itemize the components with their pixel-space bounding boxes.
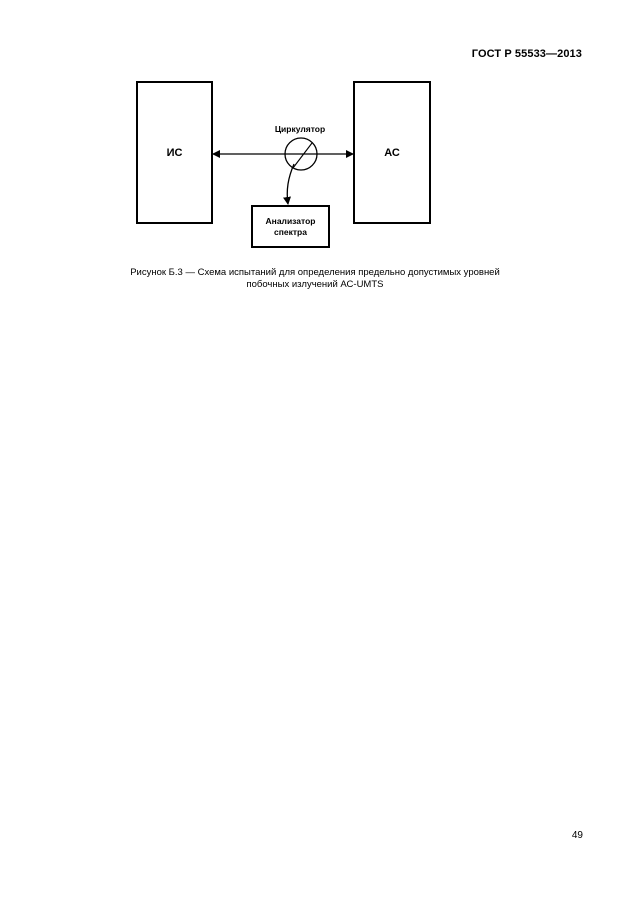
analyzer-label-line2: спектра — [274, 227, 307, 237]
figure-caption-line2: побочных излучений АС-UMTS — [246, 279, 384, 290]
circulator-label: Циркулятор — [274, 124, 326, 134]
analyzer-label-line1: Анализатор — [265, 216, 316, 226]
test-diagram — [0, 0, 630, 270]
circulator-to-analyzer-arrow — [287, 164, 294, 204]
page-number: 49 — [571, 830, 583, 841]
right-box-label: АС — [384, 147, 400, 159]
circulator-diagonal — [293, 143, 312, 168]
figure-caption-line1: Рисунок Б.3 — Схема испытаний для определения предельно допустимых уровней — [130, 267, 500, 278]
left-box-label: ИС — [166, 147, 183, 159]
figure-caption — [0, 267, 630, 291]
document-id-header: ГОСТ Р 55533—2013 — [471, 48, 582, 60]
